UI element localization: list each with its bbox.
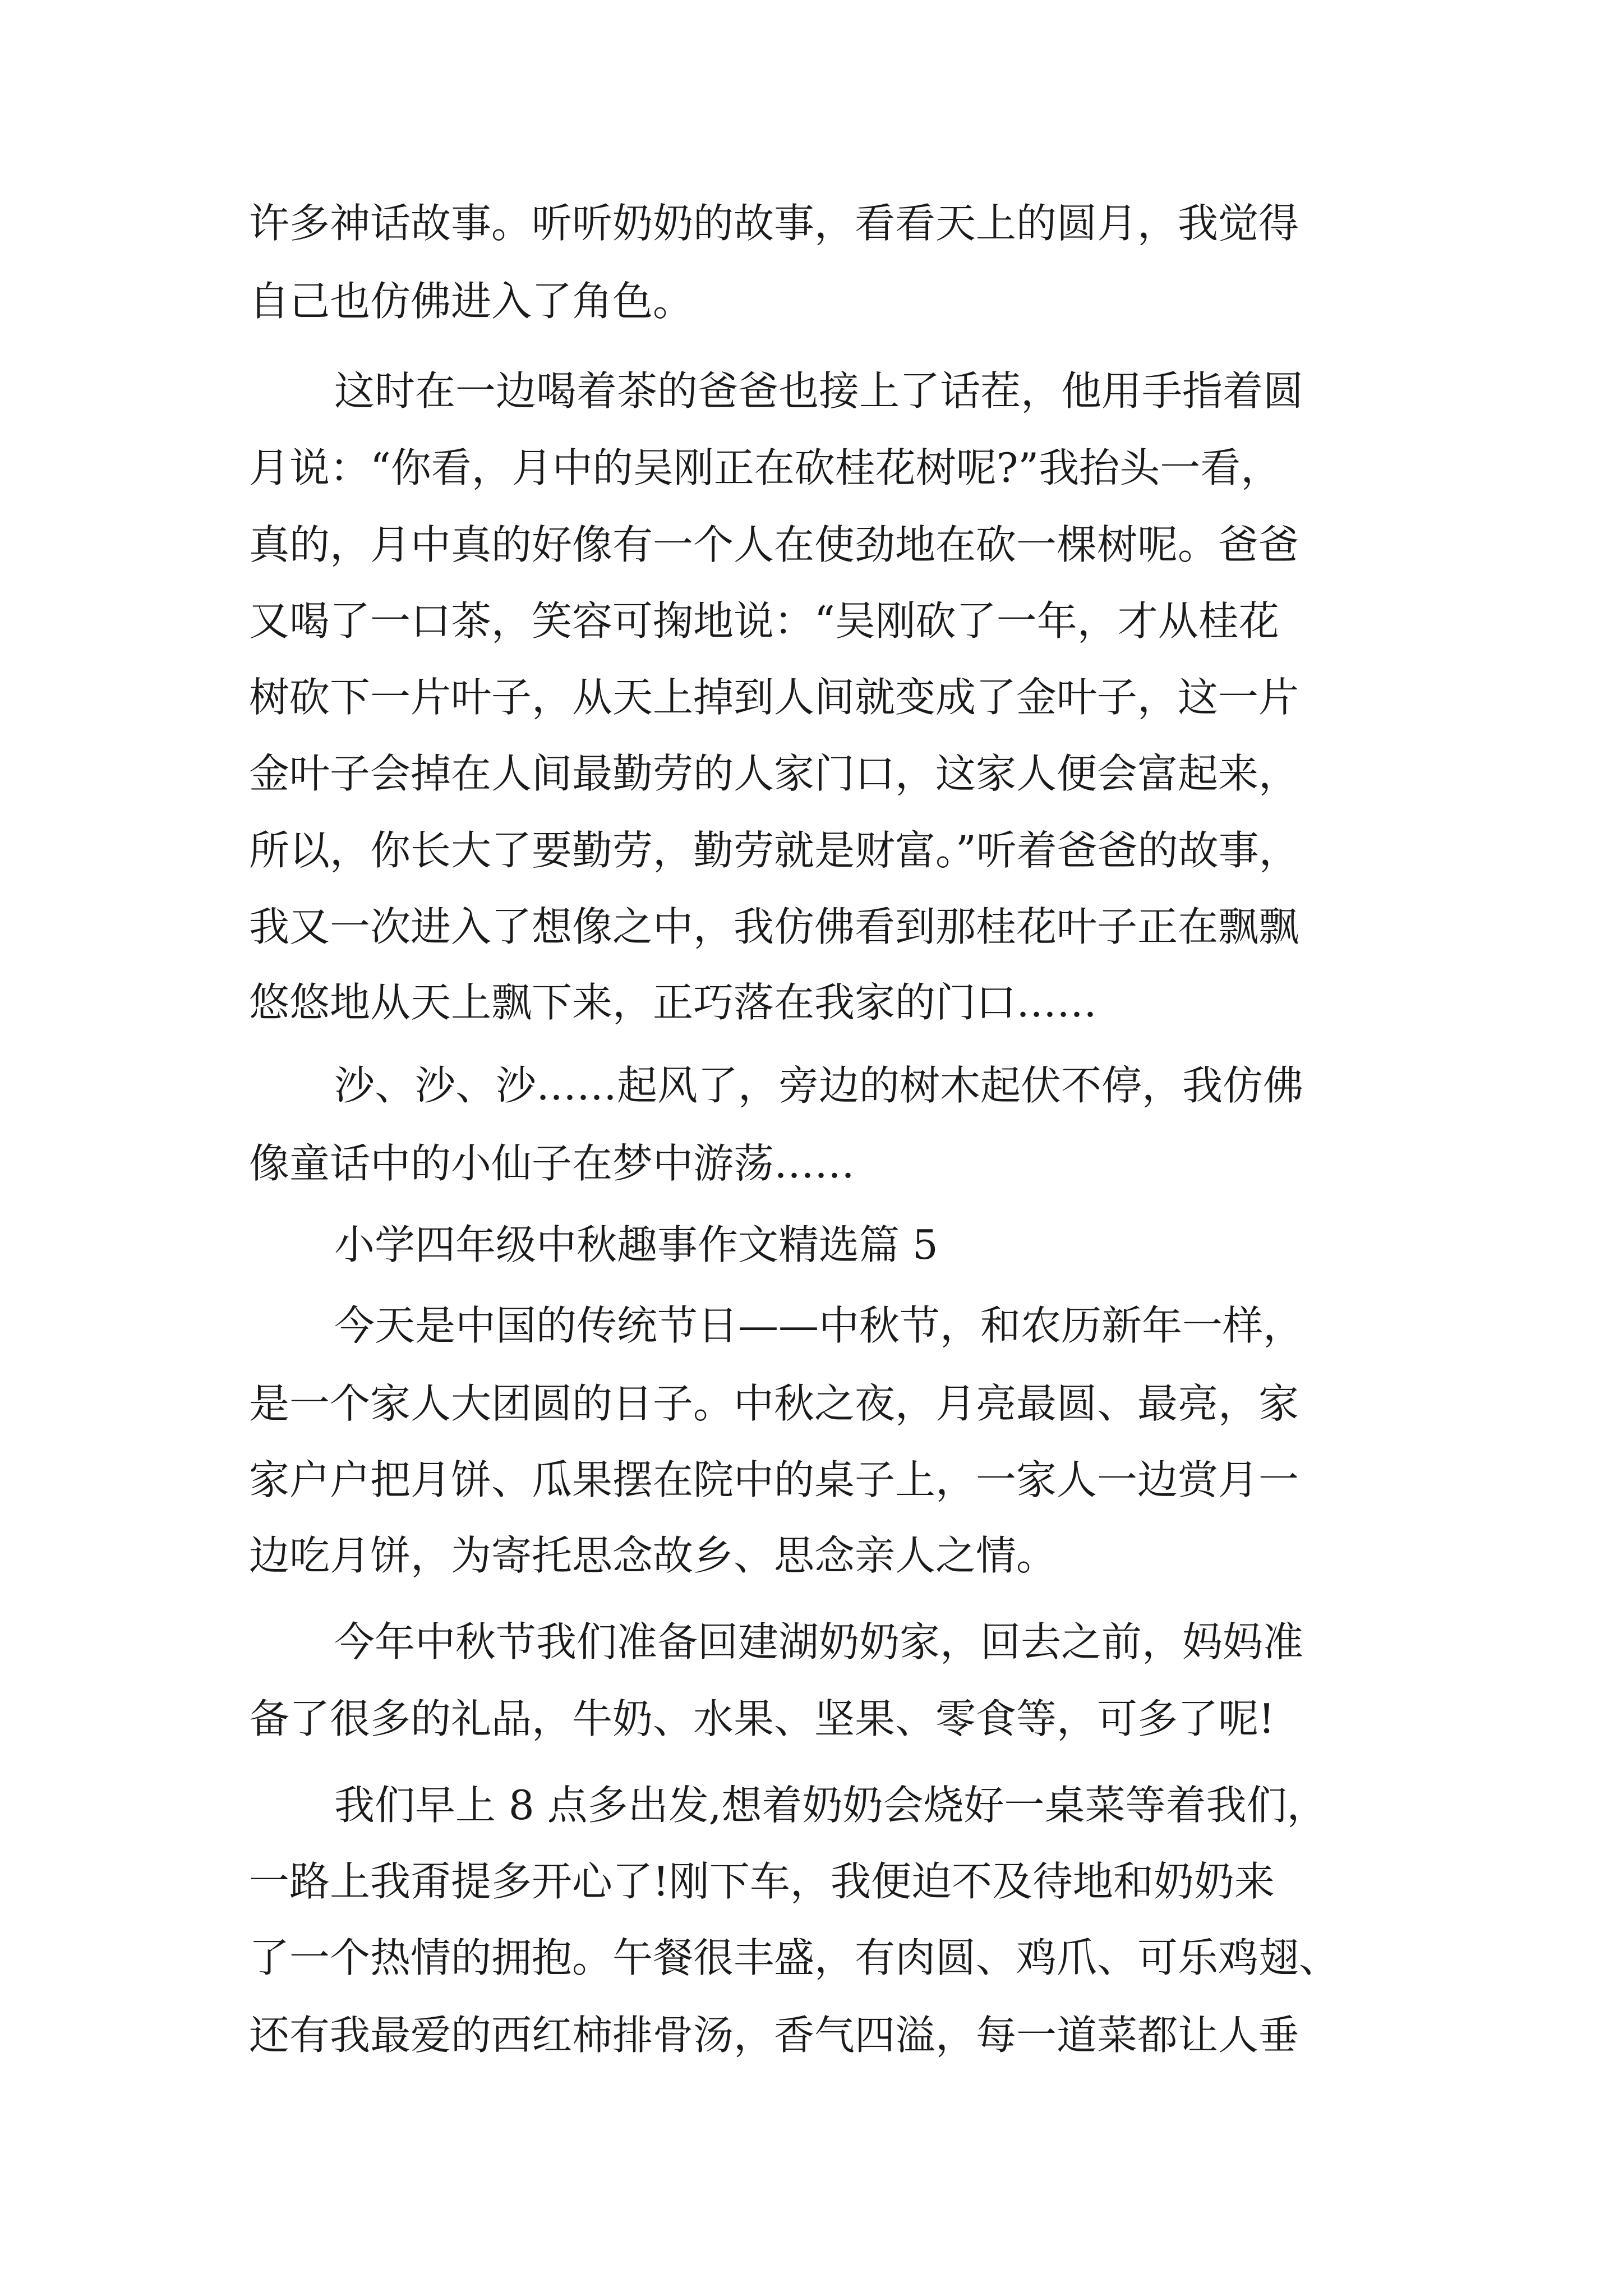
paragraph-first-line: 今年中秋节我们准备回建湖奶奶家，回去之前，妈妈准 [334,1618,1304,1665]
text-line: 一路上我甭提多开心了!刚下车，我便迫不及待地和奶奶来 [249,1858,1275,1905]
text-line: 备了很多的礼品，牛奶、水果、坚果、零食等，可多了呢! [249,1695,1275,1742]
section-heading: 小学四年级中秋趣事作文精选篇 5 [334,1221,938,1268]
text-line: 金叶子会掉在人间最勤劳的人家门口，这家人便会富起来， [249,750,1299,797]
text-line: 许多神话故事。听听奶奶的故事，看看天上的圆月，我觉得 [249,200,1299,247]
text-line: 真的，月中真的好像有一个人在使劲地在砍一棵树呢。爸爸 [249,521,1299,568]
text-line: 我又一次进入了想像之中，我仿佛看到那桂花叶子正在飘飘 [249,903,1299,950]
text-line: 悠悠地从天上飘下来，正巧落在我家的门口…… [249,979,1098,1026]
text-line: 月说：“你看，月中的吴刚正在砍桂花树呢?”我抬头一看， [249,444,1281,491]
paragraph-first-line: 我们早上 8 点多出发,想着奶奶会烧好一桌菜等着我们， [334,1782,1327,1829]
text-line: 还有我最爱的西红柿排骨汤，香气四溢，每一道菜都让人垂 [249,2012,1299,2059]
text-line: 是一个家人大团圆的日子。中秋之夜，月亮最圆、最亮，家 [249,1380,1299,1427]
text-line: 树砍下一片叶子，从天上掉到人间就变成了金叶子，这一片 [249,674,1299,721]
text-line: 像童话中的小仙子在梦中游荡…… [249,1140,855,1187]
paragraph-first-line: 今天是中国的传统节日——中秋节，和农历新年一样， [334,1302,1304,1349]
text-line: 了一个热情的拥抱。午餐很丰盛，有肉圆、鸡爪、可乐鸡翅、 [249,1934,1340,1981]
text-line: 边吃月饼，为寄托思念故乡、思念亲人之情。 [249,1532,1057,1579]
text-line: 所以，你长大了要勤劳，勤劳就是财富。”听着爸爸的故事， [249,827,1299,874]
text-line: 家户户把月饼、瓜果摆在院中的桌子上，一家人一边赏月一 [249,1456,1299,1503]
text-line: 又喝了一口茶，笑容可掬地说：“吴刚砍了一年，才从桂花 [249,597,1279,645]
paragraph-first-line: 沙、沙、沙……起风了，旁边的树木起伏不停，我仿佛 [334,1062,1304,1109]
text-line: 自己也仿佛进入了角色。 [249,278,694,325]
paragraph-first-line: 这时在一边喝着茶的爸爸也接上了话茬，他用手指着圆 [334,367,1304,415]
